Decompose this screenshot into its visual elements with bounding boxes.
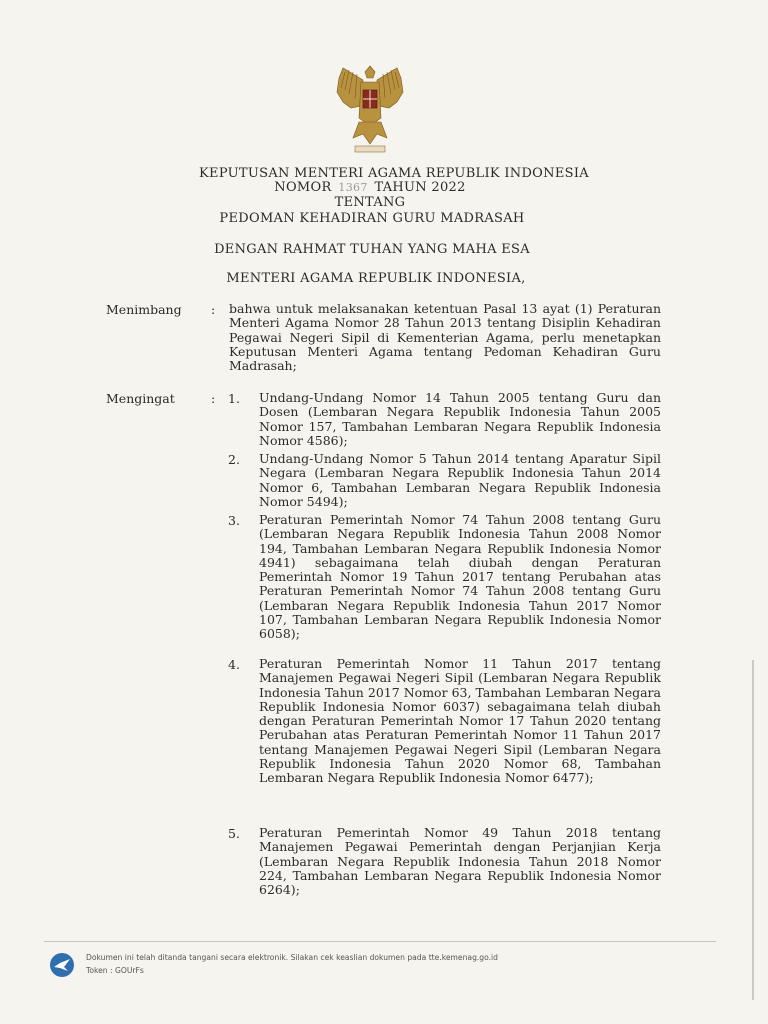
menimbang-colon: :	[211, 302, 216, 317]
mengingat-item-text: Undang-Undang Nomor 14 Tahun 2005 tentang Guru dan Dosen (Lembaran Negara Republik Indonesia Tahun 2005 Nomor 157, Tambahan Lembaran Negara Republik Indonesia Nomor 4586);	[259, 390, 661, 448]
garuda-emblem-icon	[333, 58, 407, 158]
scan-edge-line	[752, 660, 754, 1000]
menimbang-label: Menimbang	[106, 302, 182, 317]
e-signature-logo-icon	[48, 951, 76, 979]
blessing-line: DENGAN RAHMAT TUHAN YANG MAHA ESA	[214, 242, 530, 257]
decree-title: KEPUTUSAN MENTERI AGAMA REPUBLIK INDONESIA	[199, 166, 589, 181]
menimbang-text: bahwa untuk melaksanakan ketentuan Pasal 13 ayat (1) Peraturan Menteri Agama Nomor 28 Tahun 2013 tentang Disiplin Kehadiran Pegawai Negeri Sipil di Kementerian Agama, perlu menetapkan Keputusan Menteri Agama tentang Pedoman Kehadiran Guru Madrasah;	[229, 301, 661, 374]
mengingat-item-text: Undang-Undang Nomor 5 Tahun 2014 tentang Aparatur Sipil Negara (Lembaran Negara Republik Indonesia Tahun 2014 Nomor 6, Tambahan Lembaran Negara Republik Indonesia Nomor 5494);	[259, 451, 661, 509]
mengingat-label: Mengingat	[106, 391, 175, 406]
mengingat-item-text: Peraturan Pemerintah Nomor 74 Tahun 2008 tentang Guru (Lembaran Negara Republik Indonesia Tahun 2008 Nomor 194, Tambahan Lembaran Negara Republik Indonesia Nomor 4941) sebagaimana telah diubah dengan Peraturan Pemerintah Nomor 19 Tahun 2017 tentang Perubahan atas Peraturan Pemerintah Nomor 74 Tahun 2008 tentang Guru (Lembaran Negara Republik Indonesia Tahun 2017 Nomor 107, Tambahan Lembaran Negara Republik Indonesia Nomor 6058);	[259, 512, 661, 642]
decree-number-line	[0, 180, 754, 195]
mengingat-item-number: 1.	[228, 391, 240, 406]
mengingat-item-number: 2.	[228, 452, 240, 467]
footer-divider	[44, 941, 716, 942]
mengingat-item-number: 5.	[228, 826, 240, 841]
footer-notice: Dokumen ini telah ditanda tangani secara elektronik. Silakan cek keaslian dokumen pada tte.kemenag.go.id	[86, 953, 498, 962]
tahun-label: TAHUN 2022	[374, 180, 466, 195]
nomor-value: 1367	[338, 181, 368, 194]
official-title: MENTERI AGAMA REPUBLIK INDONESIA,	[226, 271, 526, 286]
mengingat-colon: :	[211, 391, 216, 406]
mengingat-item-text: Peraturan Pemerintah Nomor 49 Tahun 2018 tentang Manajemen Pegawai Pemerintah dengan Perjanjian Kerja (Lembaran Negara Republik Indonesia Tahun 2018 Nomor 224, Tambahan Lembaran Negara Republik Indonesia Nomor 6264);	[259, 825, 661, 898]
nomor-label: NOMOR	[274, 180, 332, 195]
mengingat-item-number: 3.	[228, 513, 240, 528]
tentang-heading: TENTANG	[334, 195, 406, 210]
mengingat-item-text: Peraturan Pemerintah Nomor 11 Tahun 2017 tentang Manajemen Pegawai Negeri Sipil (Lembaran Negara Republik Indonesia Tahun 2017 Nomor 63, Tambahan Lembaran Negara Republik Indonesia Nomor 6037) sebagaimana telah diubah dengan Peraturan Pemerintah Nomor 17 Tahun 2020 tentang Perubahan atas Peraturan Pemerintah Nomor 11 Tahun 2017 tentang Manajemen Pegawai Negeri Sipil (Lembaran Negara Republik Indonesia Tahun 2020 Nomor 68, Tambahan Lembaran Negara Republik Indonesia Nomor 6477);	[259, 656, 661, 786]
mengingat-item-number: 4.	[228, 657, 240, 672]
footer-token: Token : GOUrFs	[86, 966, 144, 975]
decree-subject: PEDOMAN KEHADIRAN GURU MADRASAH	[219, 211, 525, 226]
